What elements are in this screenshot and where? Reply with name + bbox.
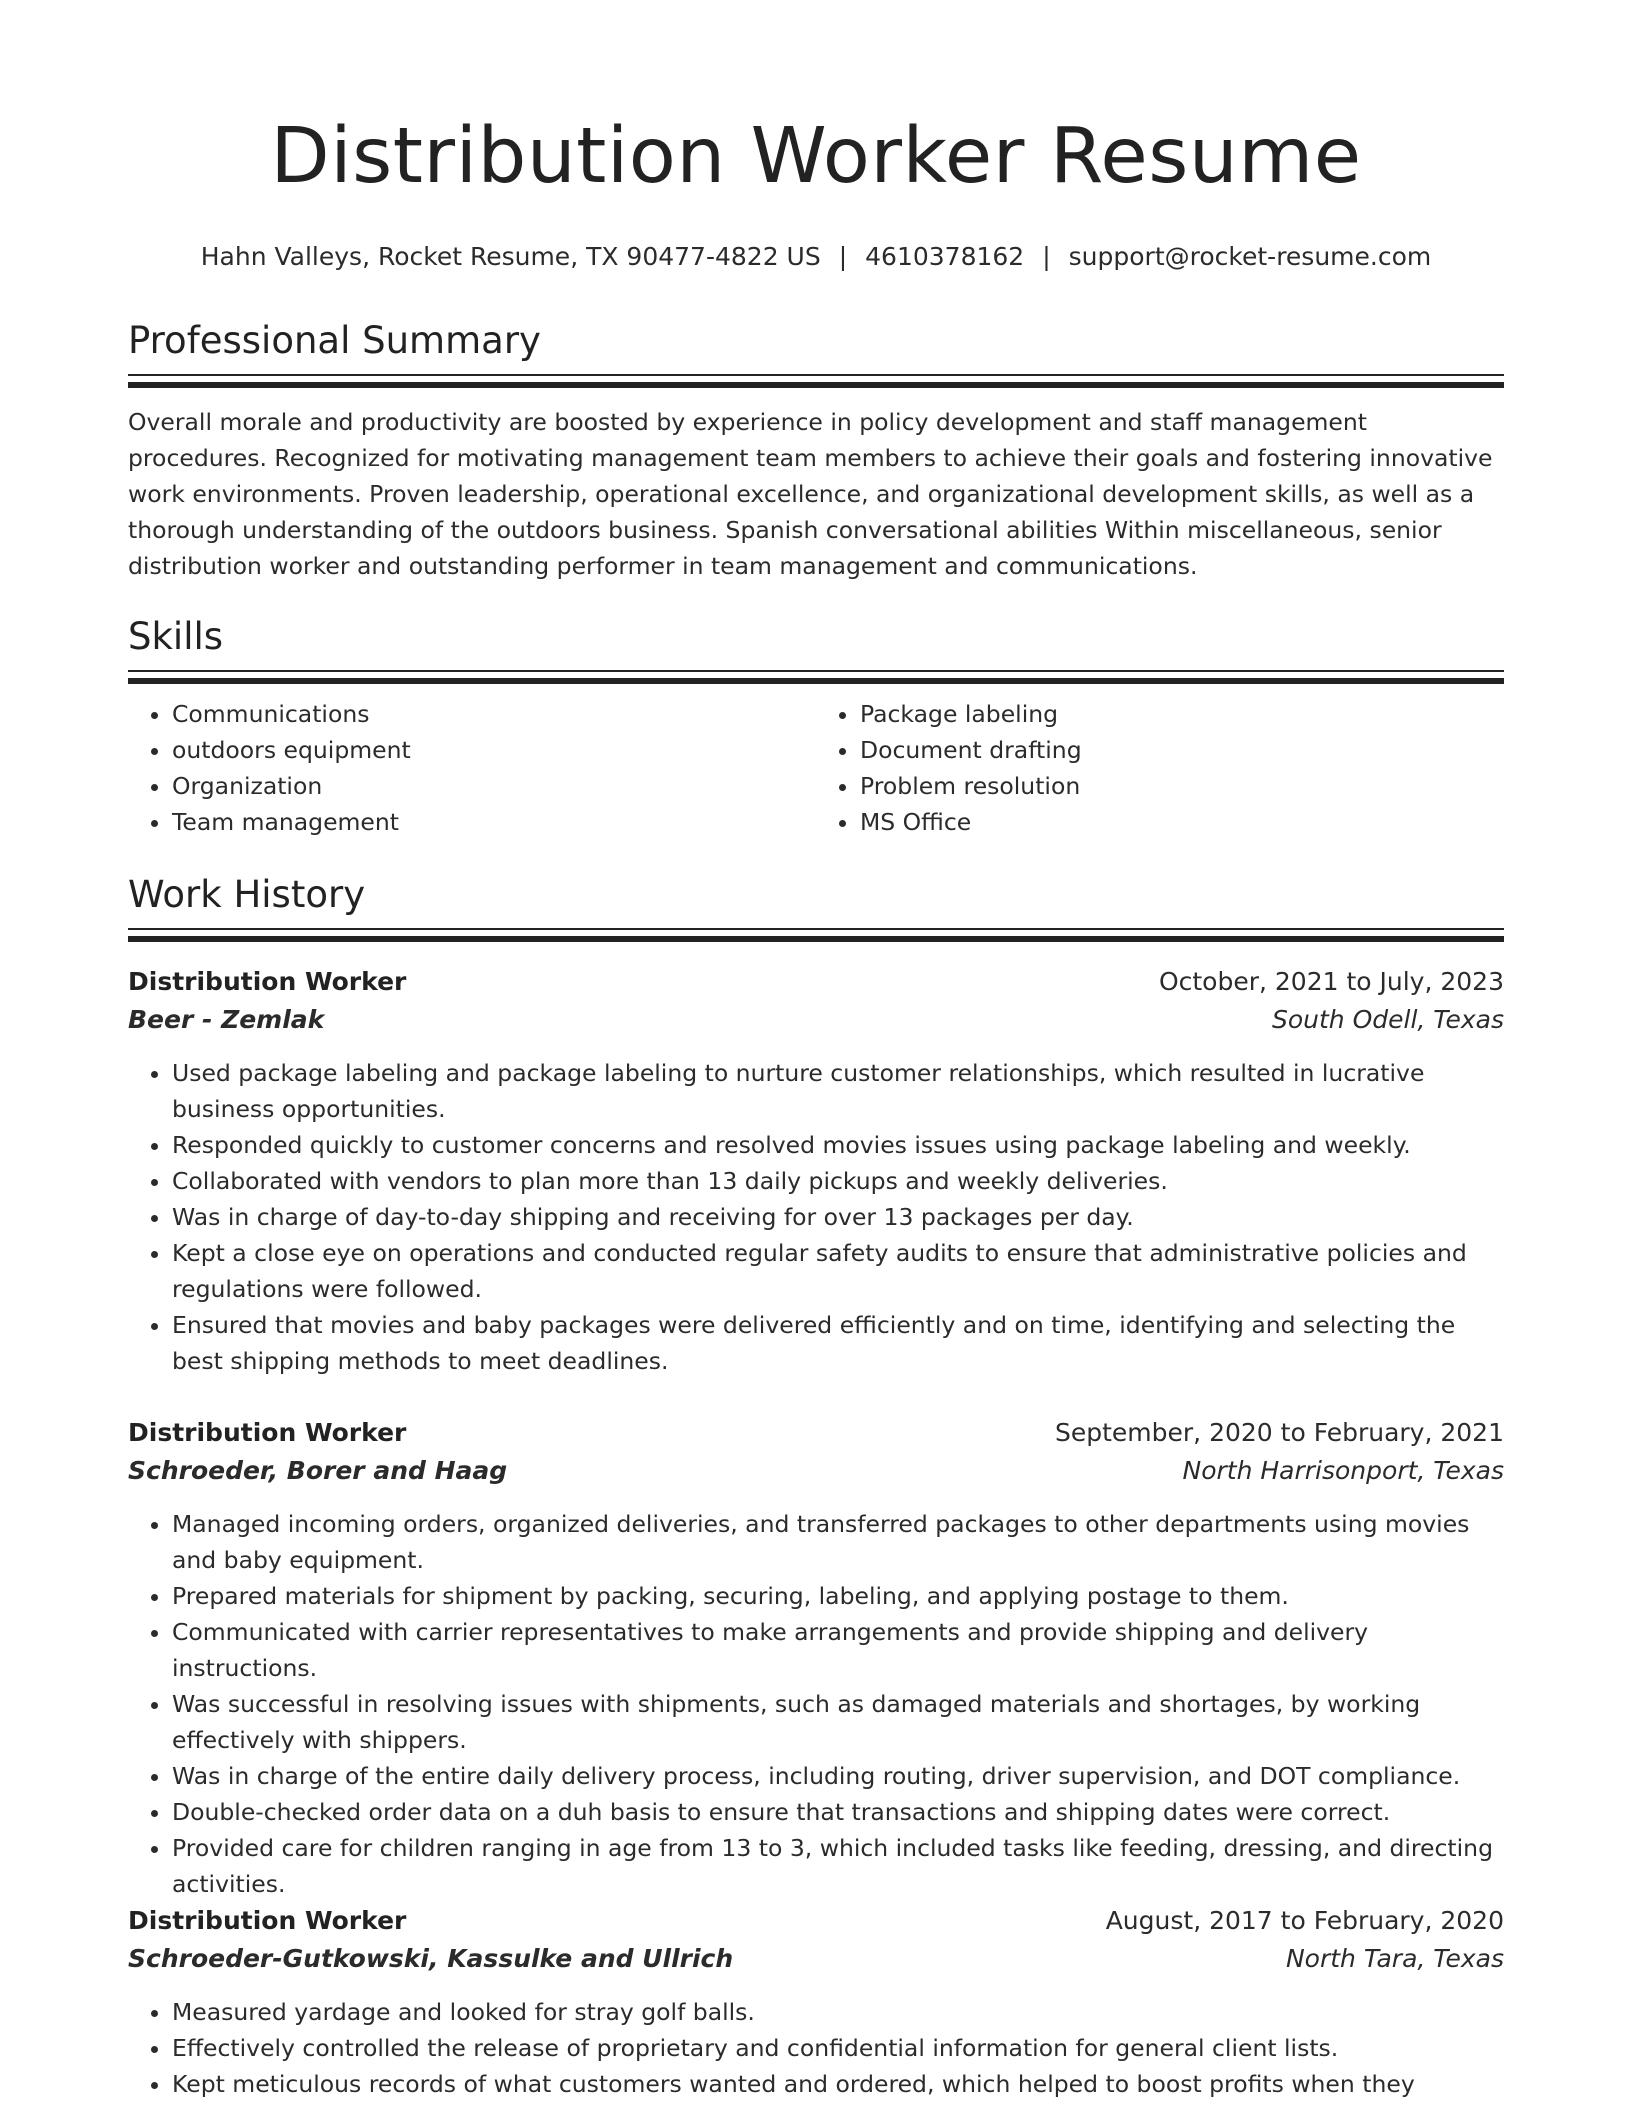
- skills-section: [128, 615, 1504, 840]
- job-bullet: • Provided care for children ranging in age from 13 to 3, which included tasks like feeding, dressing, and directing activities.: [172, 1830, 1504, 1902]
- summary-section: [128, 319, 1504, 584]
- contact-phone: 4610378162: [865, 242, 1025, 271]
- job-company: Schroeder, Borer and Haag: [128, 1456, 508, 1485]
- job-bullet: • Was in charge of the entire daily delivery process, including routing, driver supervision, and DOT compliance.: [172, 1758, 1504, 1794]
- job-entry: [128, 963, 1504, 1379]
- section-heading-summary: Professional Summary: [128, 319, 541, 362]
- job-location: South Odell, Texas: [1271, 1005, 1504, 1034]
- skills-columns: [128, 696, 1504, 840]
- job-bullets: [128, 1994, 1504, 2102]
- job-bullet: • Ensured that movies and baby packages were delivered efficiently and on time, identifying and selecting the best shipping methods to meet deadlines.: [172, 1307, 1504, 1379]
- skill-item: • MS Office: [860, 804, 1494, 840]
- job-dates: August, 2017 to February, 2020: [1105, 1906, 1504, 1935]
- work-section: [128, 873, 1504, 942]
- job-bullet: • Was in charge of day-to-day shipping and receiving for over 13 packages per day.: [172, 1199, 1504, 1235]
- skill-item: • Team management: [172, 804, 806, 840]
- summary-text: Overall morale and productivity are boosted by experience in policy development and staff management procedures. Recognized for motivating management team members to achieve their goals and fostering innovative work environments. Proven leadership, operational excellence, and organizational development skills, as well as a thorough understanding of the outdoors business. Spanish conversational abilities Within miscellaneous, senior distribution worker and outstanding performer in team management and communications.: [128, 408, 1493, 580]
- job-bullet: • Measured yardage and looked for stray golf balls.: [172, 1994, 1504, 2030]
- section-heading-work: Work History: [128, 873, 366, 916]
- section-rule: [128, 928, 1504, 930]
- job-header-row: [128, 963, 1504, 1001]
- job-bullet: • Responded quickly to customer concerns and resolved movies issues using package labeling and weekly.: [172, 1127, 1504, 1163]
- job-company: Schroeder-Gutkowski, Kassulke and Ullrich: [128, 1944, 734, 1973]
- job-company-row: [128, 1452, 1504, 1490]
- section-rule-thick: [128, 936, 1504, 942]
- job-bullet: • Prepared materials for shipment by packing, securing, labeling, and applying postage to them.: [172, 1578, 1504, 1614]
- job-bullet: • Used package labeling and package labeling to nurture customer relationships, which resulted in lucrative business opportunities.: [172, 1055, 1504, 1127]
- job-location: North Tara, Texas: [1285, 1944, 1504, 1973]
- job-bullets: [128, 1506, 1504, 1902]
- section-heading-skills: Skills: [128, 615, 224, 658]
- skill-item: • Problem resolution: [860, 768, 1494, 804]
- section-rule-thick: [128, 382, 1504, 388]
- job-bullet: • Kept meticulous records of what customers wanted and ordered, which helped to boost profits when they: [172, 2066, 1504, 2102]
- job-bullet: • Kept a close eye on operations and conducted regular safety audits to ensure that administrative policies and regulations were followed.: [172, 1235, 1504, 1307]
- job-bullets: [128, 1055, 1504, 1379]
- job-bullet: • Was successful in resolving issues with shipments, such as damaged materials and shortages, by working effectively with shippers.: [172, 1686, 1504, 1758]
- job-company-row: [128, 1940, 1504, 1978]
- job-entry: [128, 1414, 1504, 1902]
- job-bullet: • Collaborated with vendors to plan more than 13 daily pickups and weekly deliveries.: [172, 1163, 1504, 1199]
- job-location: North Harrisonport, Texas: [1182, 1456, 1504, 1485]
- section-rule-thick: [128, 678, 1504, 684]
- job-company-row: [128, 1001, 1504, 1039]
- job-dates: September, 2020 to February, 2021: [1055, 1418, 1504, 1447]
- skills-list-left: [128, 696, 806, 840]
- job-entry: [128, 1902, 1504, 2102]
- resume-title: Distribution Worker Resume: [270, 112, 1362, 201]
- job-title: Distribution Worker: [128, 967, 407, 996]
- job-dates: October, 2021 to July, 2023: [1158, 967, 1504, 996]
- skill-item: • Organization: [172, 768, 806, 804]
- job-bullet: • Communicated with carrier representatives to make arrangements and provide shipping and delivery instructions.: [172, 1614, 1504, 1686]
- job-bullet: • Managed incoming orders, organized deliveries, and transferred packages to other departments using movies and baby equipment.: [172, 1506, 1504, 1578]
- contact-separator: |: [838, 242, 848, 271]
- job-title: Distribution Worker: [128, 1906, 407, 1935]
- skill-item: • Package labeling: [860, 696, 1494, 732]
- contact-line: [128, 242, 1504, 271]
- skills-list-right: [806, 696, 1494, 840]
- contact-address: Hahn Valleys, Rocket Resume, TX 90477-4822 US: [200, 242, 821, 271]
- job-company: Beer - Zemlak: [128, 1005, 325, 1034]
- skill-item: • outdoors equipment: [172, 732, 806, 768]
- skill-item: • Communications: [172, 696, 806, 732]
- section-rule: [128, 374, 1504, 376]
- job-header-row: [128, 1902, 1504, 1940]
- skill-item: • Document drafting: [860, 732, 1494, 768]
- contact-email: support@rocket-resume.com: [1068, 242, 1432, 271]
- job-bullet: • Effectively controlled the release of proprietary and confidential information for general client lists.: [172, 2030, 1504, 2066]
- job-header-row: [128, 1414, 1504, 1452]
- section-rule: [128, 670, 1504, 672]
- job-title: Distribution Worker: [128, 1418, 407, 1447]
- contact-separator: |: [1042, 242, 1051, 271]
- job-bullet: • Double-checked order data on a duh basis to ensure that transactions and shipping dates were correct.: [172, 1794, 1504, 1830]
